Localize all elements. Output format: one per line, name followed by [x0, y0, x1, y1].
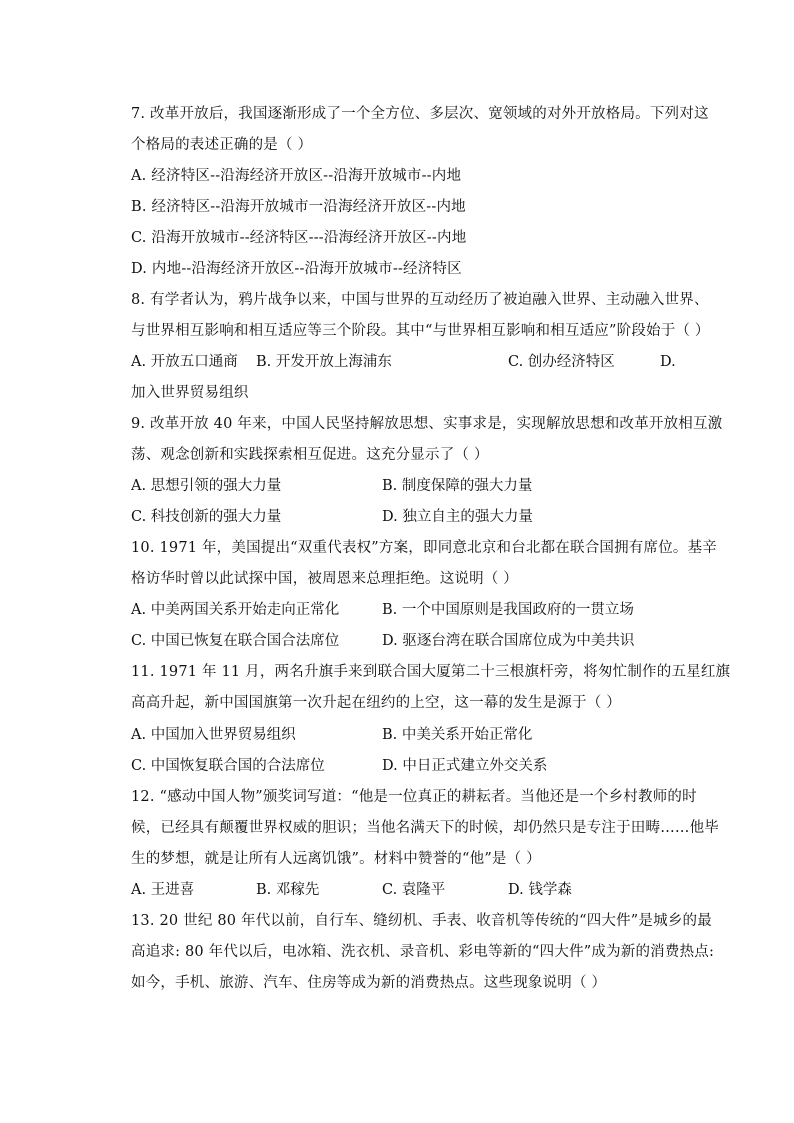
- question-8-option-d-label: D.: [660, 354, 676, 370]
- question-7-option-a: A. 经济特区--沿海经济开放区--沿海开放城市--内地: [131, 168, 462, 184]
- question-13-stem-line-3: 如今，手机、旅游、汽车、住房等成为新的消费热点。这些现象说明（ ）: [131, 975, 607, 991]
- question-9-stem-line-1: 9. 改革开放 40 年来，中国人民坚持解放思想、实事求是，实现解放思想和改革开放相互激: [131, 416, 723, 432]
- question-12-stem-line-2: 候，已经具有颠覆世界权威的胆识；当他名满天下的时候，却仍然只是专注于田畴……他毕: [131, 820, 719, 836]
- question-12-option-d: D. 钱学森: [508, 882, 572, 898]
- question-8-stem-line-2: 与世界相互影响和相互适应等三个阶段。其中“与世界相互影响和相互适应”阶段始于（ ）: [131, 323, 710, 339]
- question-8-option-c: C. 创办经济特区: [508, 354, 615, 370]
- question-10-option-d: D. 驱逐台湾在联合国席位成为中美共识: [382, 633, 635, 649]
- question-9-stem-line-2: 荡、观念创新和实践探索相互促进。这充分显示了（ ）: [131, 447, 489, 463]
- question-10-stem-line-2: 格访华时曾以此试探中国，被周恩来总理拒绝。这说明（ ）: [131, 571, 519, 587]
- question-7-stem-line-1: 7. 改革开放后，我国逐渐形成了一个全方位、多层次、宽领域的对外开放格局。下列对这: [131, 106, 709, 122]
- question-9-option-b: B. 制度保障的强大力量: [382, 478, 533, 494]
- question-12-option-b: B. 邓稼先: [256, 882, 320, 898]
- question-13-stem-line-1: 13. 20 世纪 80 年代以前，自行车、缝纫机、手表、收音机等传统的“四大件”是城乡的最: [131, 913, 712, 929]
- question-12-stem-line-1: 12. “感动中国人物”颁奖词写道：“他是一位真正的耕耘者。当他还是一个乡村教师的时: [131, 789, 697, 805]
- question-11-stem-line-2: 高高升起，新中国国旗第一次升起在纽约的上空，这一幕的发生是源于（ ）: [131, 695, 621, 711]
- question-9-option-a: A. 思想引领的强大力量: [131, 478, 282, 494]
- question-13-stem-line-2: 高追求: 80 年代以后，电冰箱、洗衣机、录音机、彩电等新的“四大件”成为新的消费热点:: [131, 944, 715, 960]
- question-11-option-d: D. 中日正式建立外交关系: [382, 758, 548, 774]
- question-9-option-c: C. 科技创新的强大力量: [131, 509, 282, 525]
- question-8-stem-line-1: 8. 有学者认为，鸦片战争以来，中国与世界的互动经历了被迫融入世界、主动融入世界、: [131, 292, 709, 308]
- question-12-stem-line-3: 生的梦想，就是让所有人远离饥饿”。材料中赞誉的“他”是（ ）: [131, 851, 541, 867]
- question-11-option-a: A. 中国加入世界贸易组织: [131, 727, 296, 743]
- question-11-stem-line-1: 11. 1971 年 11 月，两名升旗手来到联合国大厦第二十三根旗杆旁，将匆忙制作的五星红旗: [131, 664, 731, 680]
- question-10-option-b: B. 一个中国原则是我国政府的一贯立场: [382, 602, 634, 618]
- question-8-option-a: A. 开放五口通商: [131, 354, 238, 370]
- question-10-option-c: C. 中国已恢复在联合国合法席位: [131, 633, 340, 649]
- question-7-option-c: C. 沿海开放城市--经济特区---沿海经济开放区--内地: [131, 230, 467, 246]
- question-7-option-b: B. 经济特区--沿海开放城市一沿海经济开放区--内地: [131, 199, 466, 215]
- question-10-option-a: A. 中美两国关系开始走向正常化: [131, 602, 340, 618]
- question-8-option-b: B. 开发开放上海浦东: [256, 354, 392, 370]
- question-11-option-c: C. 中国恢复联合国的合法席位: [131, 758, 325, 774]
- question-12-option-c: C. 袁隆平: [382, 882, 446, 898]
- question-10-stem-line-1: 10. 1971 年，美国提出“双重代表权”方案，即同意北京和台北都在联合国拥有席位。基辛: [131, 540, 718, 556]
- question-7-option-d: D. 内地--沿海经济开放区--沿海开放城市--经济特区: [131, 261, 462, 277]
- question-12-option-a: A. 王进喜: [131, 882, 195, 898]
- question-7-stem-line-2: 个格局的表述正确的是（ ）: [131, 137, 313, 153]
- question-8-option-d-text: 加入世界贸易组织: [131, 385, 249, 401]
- question-9-option-d: D. 独立自主的强大力量: [382, 509, 533, 525]
- question-11-option-b: B. 中美关系开始正常化: [382, 727, 533, 743]
